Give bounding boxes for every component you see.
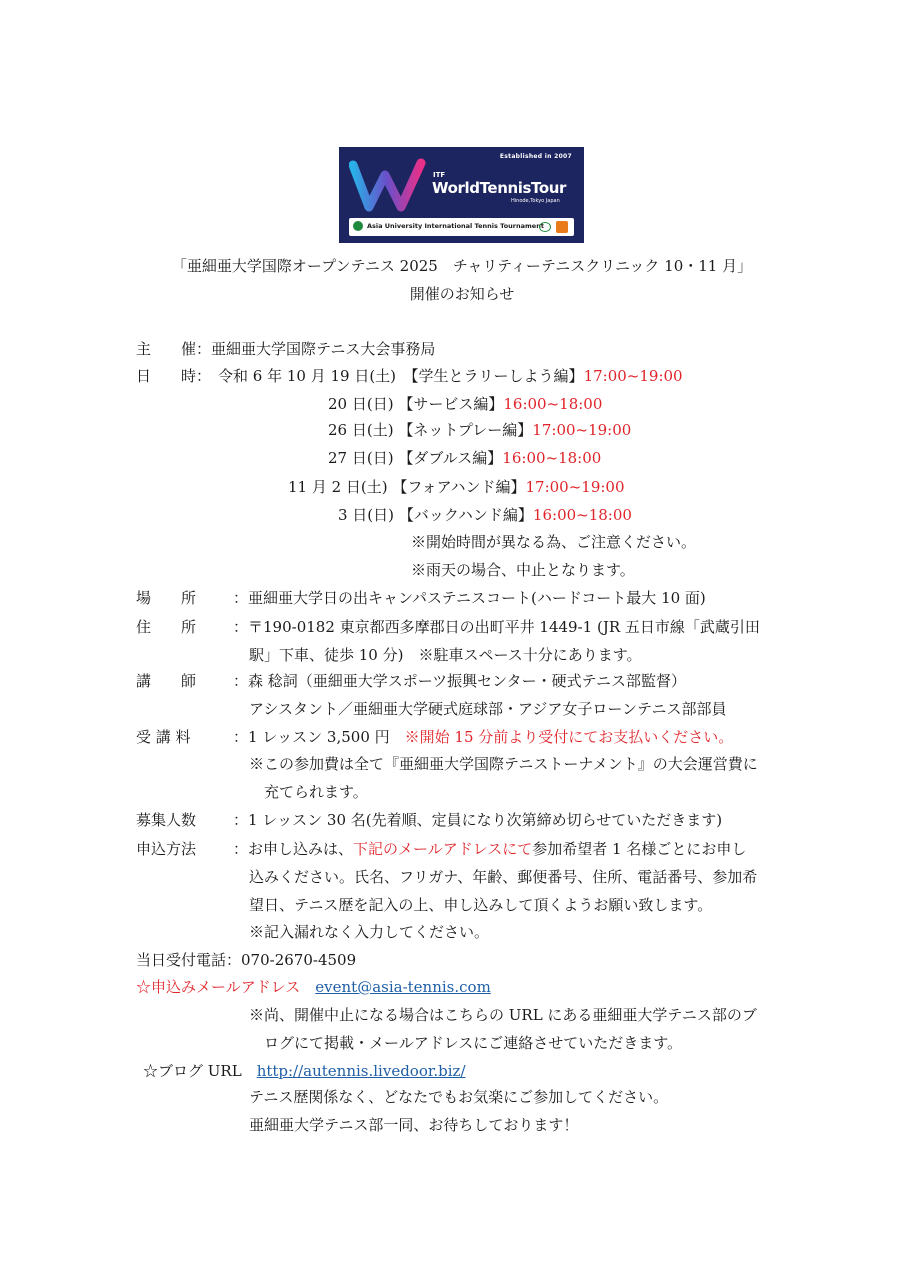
sponsor-mark-icon — [539, 222, 551, 232]
schedule-course: 【バックハンド編】 — [398, 506, 533, 524]
organizer-value: 亜細亜大学国際テニス大会事務局 — [211, 340, 436, 358]
fee-note: 充てられます。 — [264, 783, 368, 801]
organizer-label: 主 催： — [136, 340, 212, 358]
phone-value: 070-2670-4509 — [241, 951, 357, 969]
schedule-time: 17:00~19:00 — [525, 478, 625, 496]
organizer-row — [136, 339, 435, 359]
fee-notice: ※開始 15 分前より受付にてお支払いください。 — [404, 728, 734, 746]
venue-label: 場 所 — [136, 589, 197, 607]
instructor-line: アシスタント／亜細亜大学硬式庭球部・アジア女子ローンテニス部部員 — [249, 700, 727, 718]
phone-label: 当日受付電話： — [136, 951, 242, 969]
application-line: 望日、テニス歴を記入の上、申し込みして頂くようお願い致します。 — [249, 896, 713, 914]
schedule-time: 17:00~19:00 — [583, 367, 683, 385]
capacity-value: ：1 レッスン 30 名(先着順、定員になり次第締め切らせていただきます) — [233, 811, 723, 829]
email-link[interactable]: event@asia-tennis.com — [315, 978, 491, 996]
instructor-label: 講 師 — [136, 672, 197, 690]
application-text: 参加希望者 1 名様ごとにお申し — [532, 840, 747, 858]
blog-row — [143, 1061, 466, 1081]
application-text: ：お申し込みは、 — [233, 840, 354, 858]
schedule-row — [328, 448, 601, 468]
email-note: ログにて掲載・メールアドレスにご連絡させていただきます。 — [264, 1034, 683, 1052]
blog-label: ☆ブログ URL — [143, 1062, 242, 1080]
schedule-course: 【サービス編】 — [398, 395, 504, 413]
schedule-course: 【ダブルス編】 — [398, 449, 503, 467]
email-note: ※尚、開催中止になる場合はこちらの URL にある亜細亜大学テニス部のブ — [249, 1006, 757, 1024]
schedule-row — [328, 420, 631, 440]
schedule-date: 11 月 2 日(土) — [288, 478, 388, 496]
instructor-line: ：森 稔詞（亜細亜大学スポーツ振興センター・硬式テニス部監督） — [233, 672, 686, 690]
document-title: 「亜細亜大学国際オープンテニス 2025 チャリティーテニスクリニック 10・11 月」 — [171, 257, 753, 275]
schedule-row — [328, 394, 602, 414]
capacity-label: 募集人数 — [136, 811, 197, 829]
email-row — [136, 977, 491, 997]
schedule-time: 17:00~19:00 — [532, 421, 632, 439]
logo-brand: WorldTennisTour — [432, 179, 567, 197]
sponsor-badge-icon — [556, 221, 568, 233]
closing-line: 亜細亜大学テニス部一同、お待ちしております！ — [249, 1116, 579, 1134]
schedule-date: 20 日(日) — [328, 395, 394, 413]
schedule-course: 【学生とラリーしよう編】 — [411, 367, 584, 385]
schedule-note: ※雨天の場合、中止となります。 — [411, 561, 635, 579]
fee-value: ：1 レッスン 3,500 円 — [233, 728, 390, 746]
phone-row — [136, 950, 356, 970]
logo-banner-text: Asia University International Tennis Tournament — [367, 222, 544, 230]
application-line — [233, 839, 746, 859]
schedule-course: 【フォアハンド編】 — [392, 478, 526, 496]
schedule-date: 27 日(日) — [328, 449, 394, 467]
schedule-time: 16:00~18:00 — [502, 449, 602, 467]
application-line: 込みください。氏名、フリガナ、年齢、郵便番号、住所、電話番号、参加希 — [249, 868, 758, 886]
address-line: ：〒190-0182 東京都西多摩郡日の出町平井 1449-1 (JR 五日市線「武蔵引田 — [233, 618, 760, 636]
schedule-label: 日 時： — [136, 367, 212, 385]
university-mark-icon — [353, 221, 363, 231]
logo-location: Hinode,Tokyo Japan — [511, 198, 560, 204]
application-note: ※記入漏れなく入力してください。 — [249, 923, 490, 941]
fee-label: 受 講 料 — [136, 728, 191, 746]
fee-note: ※この参加費は全て『亜細亜大学国際テニストーナメント』の大会運営費に — [249, 755, 758, 773]
schedule-date: 3 日(日) — [338, 506, 395, 524]
w-mark-icon — [349, 157, 427, 213]
address-label: 住 所 — [136, 618, 197, 636]
schedule-date: 令和 6 年 10 月 19 日(土) — [218, 367, 397, 385]
address-line: 駅」下車、徒歩 10 分) ※駐車スペース十分にあります。 — [249, 646, 642, 664]
logo-banner — [349, 218, 574, 236]
schedule-course: 【ネットプレー編】 — [398, 421, 533, 439]
document-subtitle: 開催のお知らせ — [409, 285, 515, 303]
fee-row — [233, 727, 733, 747]
email-label: ☆申込みメールアドレス — [136, 978, 301, 996]
closing-line: テニス歴関係なく、どなたでもお気楽にご参加してください。 — [249, 1088, 669, 1106]
venue-value: ：亜細亜大学日の出キャンパステニスコート(ハードコート最大 10 面) — [233, 589, 706, 607]
application-email-emphasis: 下記のメールアドレスにて — [353, 840, 533, 858]
blog-link[interactable]: http://autennis.livedoor.biz/ — [256, 1062, 466, 1080]
schedule-time: 16:00~18:00 — [503, 395, 603, 413]
schedule-date: 26 日(土) — [328, 421, 394, 439]
application-label: 申込方法 — [136, 840, 197, 858]
schedule-time: 16:00~18:00 — [532, 506, 632, 524]
world-tennis-tour-logo — [339, 147, 584, 243]
schedule-note: ※開始時間が異なる為、ご注意ください。 — [411, 533, 697, 551]
schedule-row — [338, 505, 632, 525]
logo-established: Established in 2007 — [499, 153, 572, 160]
schedule-row — [218, 366, 683, 386]
schedule-row — [288, 477, 625, 497]
logo-itf: ITF — [433, 171, 446, 179]
